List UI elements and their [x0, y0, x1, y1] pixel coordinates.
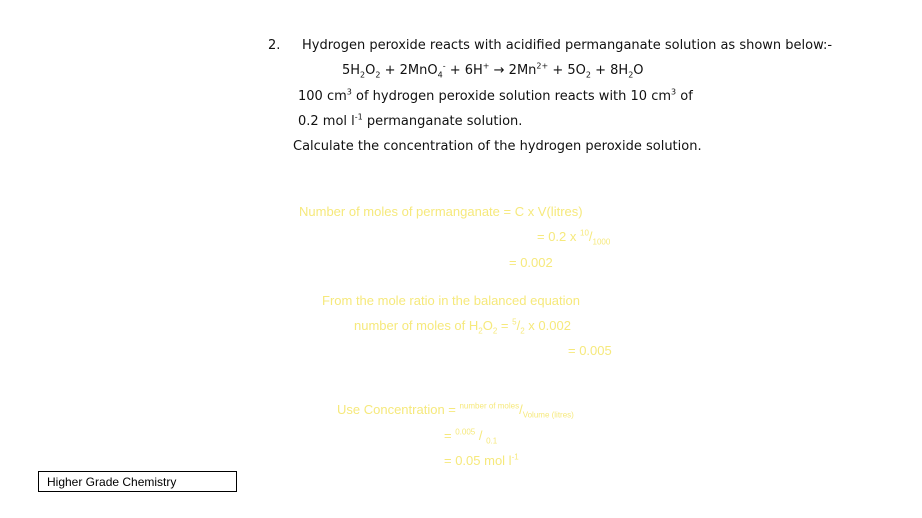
- footer-label: Higher Grade Chemistry: [38, 471, 237, 492]
- answer-final-result: = 0.05 mol $l^{-1}$: [444, 452, 519, 468]
- answer-mole-ratio: From the mole ratio in the balanced equation: [322, 293, 580, 308]
- question-number: 2.: [268, 38, 281, 53]
- question-line-2: 0.2 mol $l^{-1}$ permanganate solution.: [298, 112, 523, 129]
- answer-moles-permanganate: Number of moles of permanganate = C x V(litres): [299, 204, 583, 219]
- answer-calc-1: = 0.2 x $^{10}/_{1000}$: [537, 228, 611, 247]
- question-line-3: Calculate the concentration of the hydrogen peroxide solution.: [293, 139, 702, 154]
- chemical-equation: $5H_2O_2 + 2MnO_4^- + 6H^+ \to 2Mn^{2+} + 5O_2 + 8H_2O$: [342, 61, 644, 80]
- question-intro: Hydrogen peroxide reacts with acidified permanganate solution as shown below:-: [302, 38, 833, 53]
- answer-result-2: = 0.005: [568, 343, 612, 358]
- answer-result-1: = 0.002: [509, 255, 553, 270]
- answer-concentration-calc: = $^{0.005}$ / $_{0.1}$: [444, 427, 498, 446]
- arrow-icon: →: [489, 63, 509, 78]
- answer-concentration-formula: Use Concentration = $^{number of moles}/_{Volume (litres)}$: [337, 401, 574, 420]
- question-line-1: 100 $cm^3$ of hydrogen peroxide solution reacts with 10 $cm^3$ of: [298, 87, 693, 104]
- answer-moles-h2o2: number of moles of $H_2O_2 = ^5/_2$ x 0.002: [354, 317, 571, 336]
